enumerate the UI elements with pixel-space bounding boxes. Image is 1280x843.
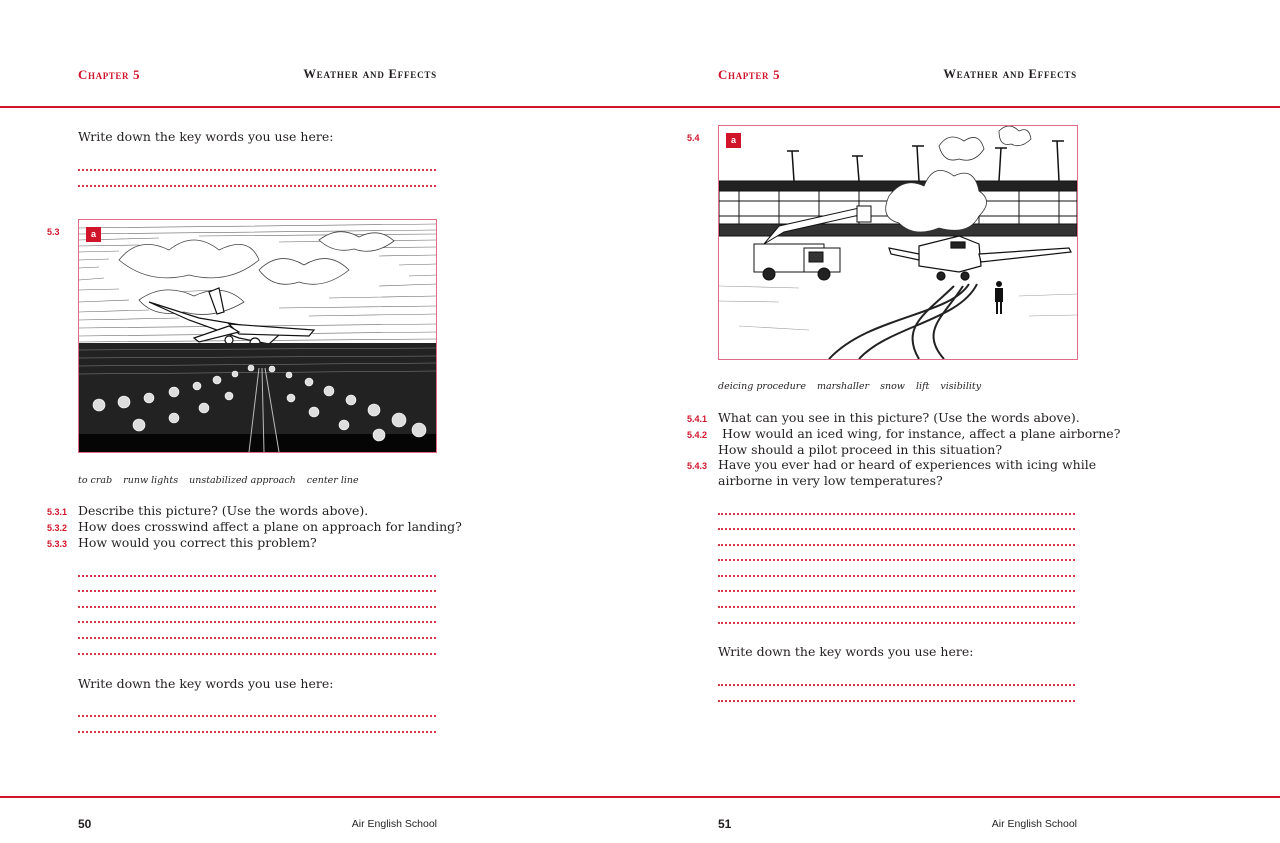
section-number-5-4: 5.4 — [687, 133, 700, 143]
answer-line[interactable] — [78, 621, 436, 623]
answer-line[interactable] — [78, 715, 436, 717]
left-chapter-title: Weather and Effects — [303, 67, 437, 81]
answer-line[interactable] — [78, 606, 436, 608]
footer-rule — [0, 796, 1280, 798]
right-keywords-prompt: Write down the key words you use here: — [718, 644, 974, 659]
answer-line[interactable] — [78, 169, 436, 171]
keyword: runw lights — [123, 475, 179, 486]
answer-line[interactable] — [718, 575, 1075, 577]
question-number: 5.4.3 — [687, 461, 708, 471]
question-text: How would you correct this problem? — [78, 535, 317, 550]
keyword: snow — [880, 381, 905, 392]
crosswind-landing-illustration — [78, 219, 437, 453]
answer-line[interactable] — [78, 185, 436, 187]
question-continuation: airborne in very low temperatures? — [718, 473, 943, 488]
figure-badge-a: a — [86, 227, 101, 242]
keyword: deicing procedure — [718, 381, 806, 392]
answer-line[interactable] — [718, 559, 1075, 561]
answer-line[interactable] — [78, 653, 436, 655]
answer-line[interactable] — [718, 513, 1075, 515]
figure-badge-a: a — [726, 133, 741, 148]
question-number: 5.4.1 — [687, 414, 708, 424]
question-text: What can you see in this picture? (Use the words above). — [718, 410, 1080, 425]
left-keyword-list — [78, 475, 370, 486]
question-number: 5.3.3 — [47, 539, 68, 549]
airport-deicing-drawing — [719, 126, 1077, 359]
right-chapter-label: Chapter 5 — [718, 67, 781, 82]
answer-line[interactable] — [78, 731, 436, 733]
left-keywords-prompt-top: Write down the key words you use here: — [78, 129, 334, 144]
answer-line[interactable] — [718, 590, 1075, 592]
answer-line[interactable] — [718, 700, 1075, 702]
answer-line[interactable] — [718, 544, 1075, 546]
question-text: How does crosswind affect a plane on approach for landing? — [78, 519, 462, 534]
right-keyword-list — [718, 381, 992, 392]
answer-line[interactable] — [78, 637, 436, 639]
answer-line[interactable] — [78, 590, 436, 592]
question-text: How would an iced wing, for instance, affect a plane airborne? — [718, 426, 1121, 441]
left-footer-publisher: Air English School — [351, 818, 437, 830]
answer-line[interactable] — [718, 528, 1075, 530]
left-page-number: 50 — [78, 817, 92, 831]
answer-line[interactable] — [718, 622, 1075, 624]
answer-line[interactable] — [718, 606, 1075, 608]
header-rule — [0, 106, 1280, 108]
question-text: Have you ever had or heard of experiences with icing while — [718, 457, 1097, 472]
left-keywords-prompt-bottom: Write down the key words you use here: — [78, 676, 334, 691]
section-number-5-3: 5.3 — [47, 227, 60, 237]
question-text: Describe this picture? (Use the words above). — [78, 503, 369, 518]
right-footer-publisher: Air English School — [991, 818, 1077, 830]
keyword: visibility — [940, 381, 982, 392]
right-page-number: 51 — [718, 817, 732, 831]
left-chapter-label: Chapter 5 — [78, 67, 141, 82]
question-number: 5.3.1 — [47, 507, 68, 517]
question-number: 5.3.2 — [47, 523, 68, 533]
answer-line[interactable] — [78, 575, 436, 577]
question-continuation: How should a pilot proceed in this situation? — [718, 442, 1003, 457]
question-number: 5.4.2 — [687, 430, 708, 440]
answer-line[interactable] — [718, 684, 1075, 686]
deicing-illustration — [718, 125, 1078, 360]
keyword: to crab — [78, 475, 113, 486]
keyword: lift — [915, 381, 930, 392]
keyword: marshaller — [816, 381, 870, 392]
airplane-landing-drawing — [79, 220, 436, 452]
keyword: unstabilized approach — [189, 475, 296, 486]
right-chapter-title: Weather and Effects — [943, 67, 1077, 81]
keyword: center line — [306, 475, 359, 486]
